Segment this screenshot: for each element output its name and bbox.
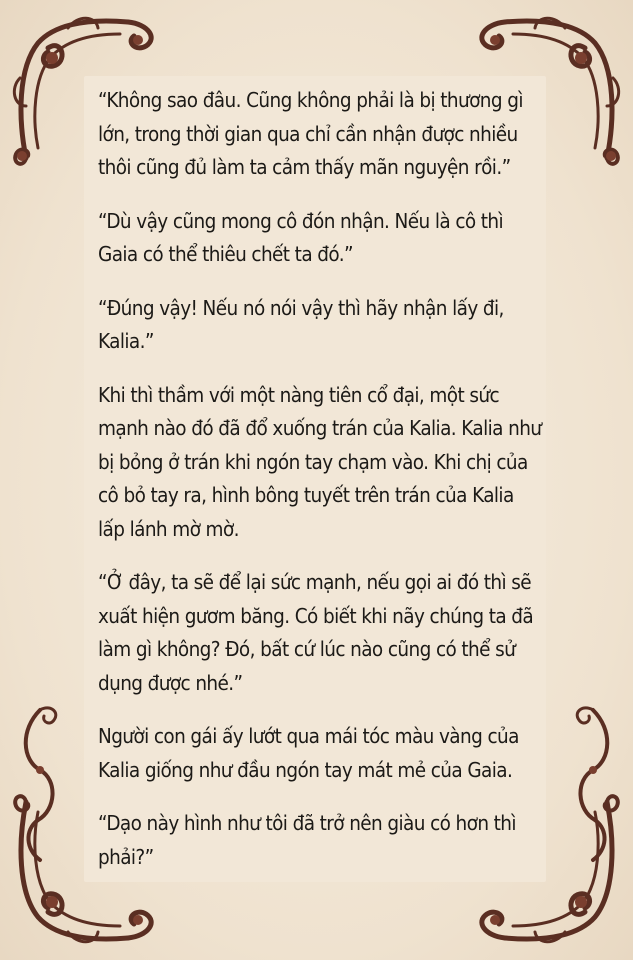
- side-flourish-icon: [563, 700, 623, 880]
- paragraph: Người con gái ấy lướt qua mái tóc màu vàng của Kalia giống như đầu ngón tay mát mẻ của Gaia.: [98, 724, 519, 782]
- side-flourish-icon: [10, 700, 70, 880]
- paragraph: “Đúng vậy! Nếu nó nói vậy thì hãy nhận lấy đi, Kalia.”: [98, 295, 504, 353]
- paragraph: “Dù vậy cũng mong cô đón nhận. Nếu là cô thì Gaia có thể thiêu chết ta đó.”: [98, 208, 504, 266]
- paragraph: Khi thì thầm với một nàng tiên cổ đại, một sức mạnh nào đó đã đổ xuống trán của Kalia. Kalia như bị bỏng ở trán khi ngón tay chạm vào. Khi chị của cô bỏ tay ra, hình bông tuyết trên trán của Kalia lấp lánh mờ mờ.: [98, 382, 542, 541]
- paragraph: “Không sao đâu. Cũng không phải là bị thương gì lớn, trong thời gian qua chỉ cần nhận được nhiều thôi cũng đủ làm ta cảm thấy mãn nguyện rồi.”: [98, 88, 523, 179]
- paragraph: “Ở đây, ta sẽ để lại sức mạnh, nếu gọi ai đó thì sẽ xuất hiện gươm băng. Có biết khi nãy chúng ta đã làm gì không? Đó, bất cứ lúc nào cũng có thể sử dụng được nhé.”: [98, 570, 534, 695]
- paragraph: “Dạo này hình như tôi đã trở nên giàu có hơn thì phải?”: [98, 811, 516, 869]
- story-text: [98, 84, 542, 894]
